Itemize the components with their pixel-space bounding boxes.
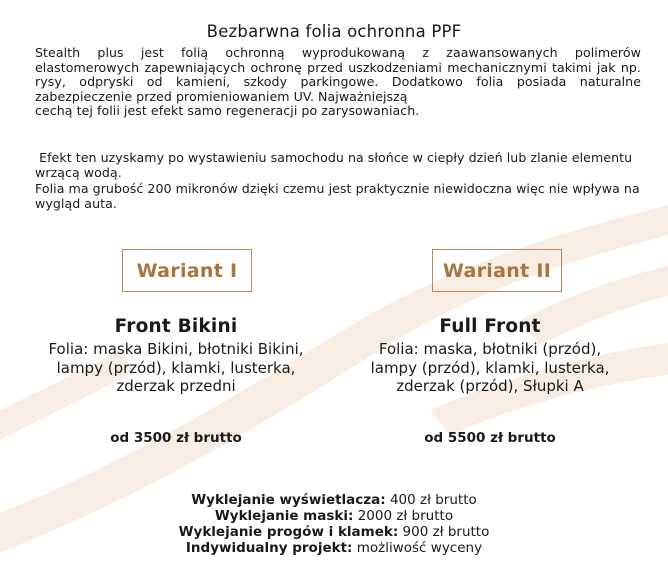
variant-2-name: Full Front bbox=[439, 316, 541, 337]
extras-value: możliwość wyceny bbox=[352, 540, 483, 556]
extras-label: Wyklejanie maski: bbox=[214, 508, 354, 524]
intro-paragraph bbox=[35, 46, 641, 119]
extras-label: Indywidualny projekt: bbox=[185, 540, 353, 556]
variant-1-name: Front Bikini bbox=[114, 316, 238, 337]
effect-paragraph: Efekt ten uzyskamy po wystawieniu samochodu na słońce w ciepły dzień lub zlanie elementu wrzącą wodą. bbox=[35, 150, 637, 180]
extras-label: Wyklejanie wyświetlacza: bbox=[191, 492, 386, 508]
variant-2-description: Folia: maska, błotniki (przód), lampy (przód), klamki, lusterka, zderzak (przód), Słupki A bbox=[370, 340, 610, 395]
extras-value: 900 zł brutto bbox=[398, 524, 490, 540]
page-title: Bezbarwna folia ochronna PPF bbox=[206, 22, 462, 41]
extras-value: 400 zł brutto bbox=[385, 492, 477, 508]
variant-1-badge: Wariant I bbox=[122, 249, 252, 292]
extras-label: Wyklejanie progów i klamek: bbox=[178, 524, 399, 540]
variant-2-price: od 5500 zł brutto bbox=[424, 430, 556, 446]
variant-2-badge: Wariant II bbox=[432, 249, 562, 292]
thickness-paragraph: Folia ma grubość 200 mikronów dzięki czemu jest praktycznie niewidoczna więc nie wpływa na wygląd auta. bbox=[35, 181, 640, 211]
intro-paragraph-tail: cechą tej folii jest efekt samo regeneracji po zarysowaniach. bbox=[35, 103, 420, 119]
variant-1-description: Folia: maska Bikini, błotniki Bikini, lampy (przód), klamki, lusterka, zderzak przedni bbox=[48, 340, 304, 395]
extras-price-list bbox=[0, 492, 668, 556]
extras-value: 2000 zł brutto bbox=[353, 508, 454, 524]
intro-paragraph-body: Stealth plus jest folią ochronną wyprodukowaną z zaawansowanych polimerów elastomerowych zapewniających ochronę przed uszkodzeniami mechanicznymi takimi jak np. rysy, odpryski od kamieni, szkody parkingowe. Dodatkowo folia posiada naturalne zabezpieczenie przed promieniowaniem UV. Najważniejszą bbox=[35, 45, 641, 104]
extras-row-sills-handles bbox=[0, 524, 668, 540]
extras-row-custom-project bbox=[0, 540, 668, 556]
extras-row-display bbox=[0, 492, 668, 508]
extras-row-hood bbox=[0, 508, 668, 524]
variant-1-price: od 3500 zł brutto bbox=[110, 430, 242, 446]
